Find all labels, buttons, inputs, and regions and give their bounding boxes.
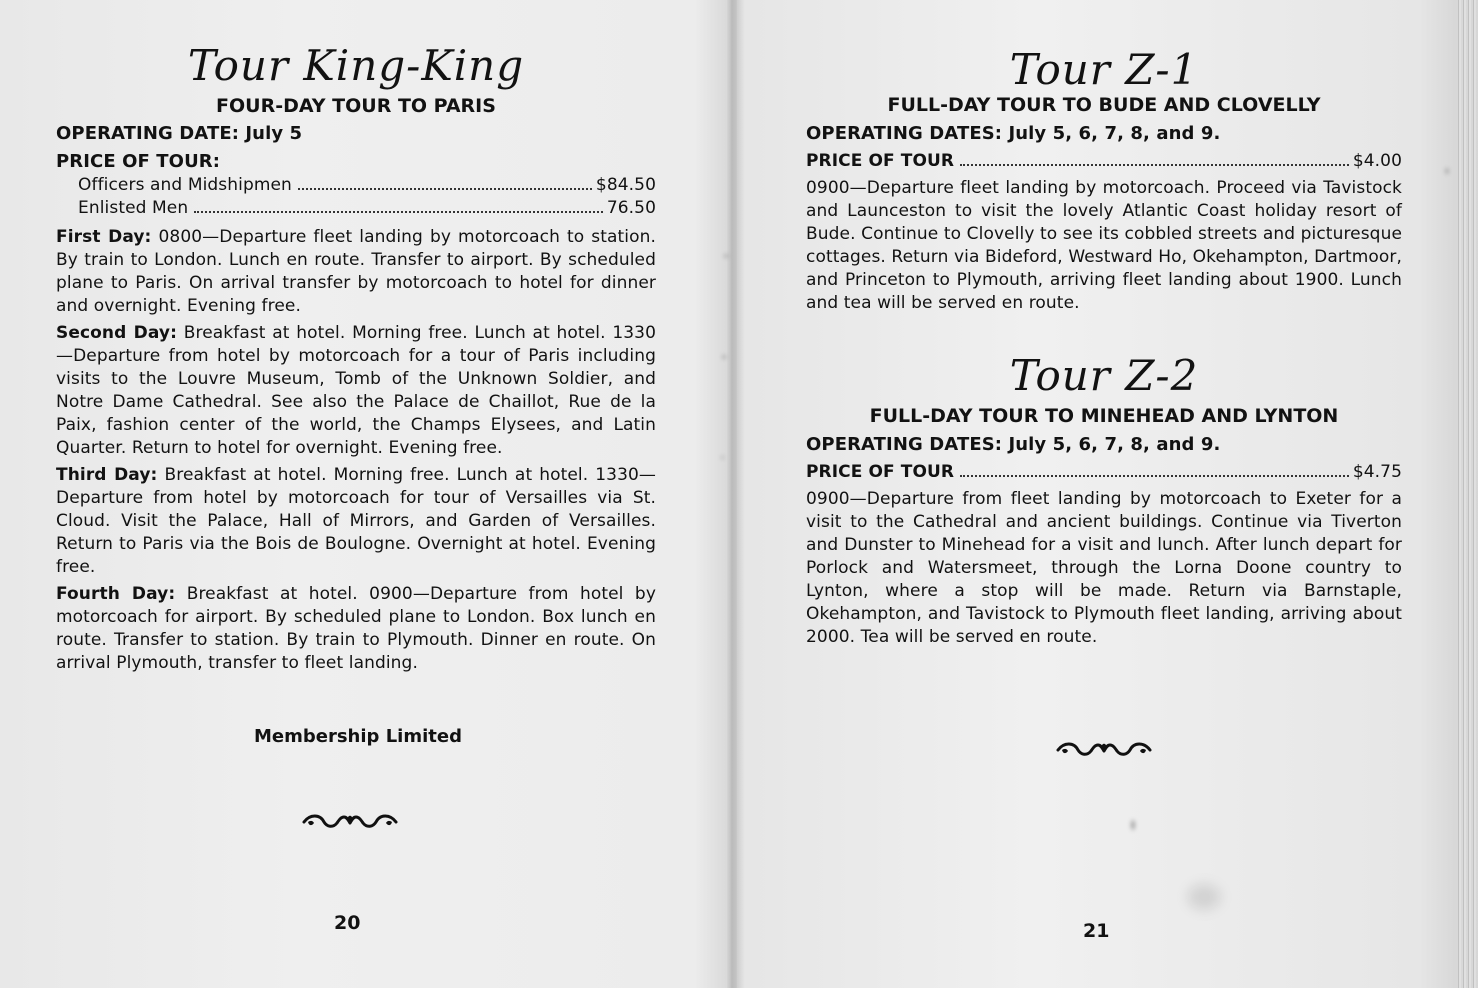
day-text: 0800—Departure fleet landing by motorcoach to station. By train to London. Lunch en route. Transfer to airport. By scheduled plane to Paris. On arrival transfer by motorcoach to hotel for dinner and overnight. Evening free. (56, 227, 656, 316)
tour-z2-body (806, 433, 1402, 653)
tour-z1-body (806, 122, 1402, 319)
price-row-label: Enlisted Men (78, 198, 189, 218)
day-heading: Second Day: (56, 323, 177, 343)
paper-speck (1445, 168, 1449, 174)
page-number: 21 (1083, 920, 1110, 942)
price-row-value: 76.50 (606, 198, 656, 218)
left-page-body (56, 122, 656, 679)
day-paragraph (56, 464, 656, 579)
price-label: PRICE OF TOUR: (56, 151, 221, 172)
dotted-leader (298, 187, 592, 190)
scroll-ornament-icon (1052, 736, 1156, 760)
dotted-leader (960, 474, 1349, 477)
operating-date: OPERATING DATE: July 5 (56, 123, 303, 144)
price-row-label: Officers and Midshipmen (78, 175, 292, 195)
dotted-leader (960, 163, 1349, 166)
price-row-value: $4.75 (1352, 462, 1402, 482)
price-row (806, 150, 1402, 173)
price-row (56, 197, 656, 220)
tour-subtitle: FOUR-DAY TOUR TO PARIS (216, 95, 496, 117)
tour-description: 0900—Departure from fleet landing by motorcoach to Exeter for a visit to the Cathedral and ancient buildings. Continue via Tiverton and Dunster to Minehead for a visit and lunch. After lunch depart for Porlock and Watersmeet, through the Lorna Doone country to Lynton, where a stop will be made. Return via Barnstaple, Okehampton, and Tavistock to Plymouth fleet landing, arriving about 2000. Tea will be served en route. (806, 489, 1402, 647)
paper-speck (722, 355, 726, 359)
scroll-ornament-icon (298, 808, 402, 832)
price-row (806, 461, 1402, 484)
day-heading: First Day: (56, 227, 152, 247)
page-edge-strip (1456, 0, 1478, 988)
day-paragraph (56, 322, 656, 460)
price-row-value: $4.00 (1352, 151, 1402, 171)
tour-description: 0900—Departure fleet landing by motorcoach. Proceed via Tavistock and Launceston to visit the lovely Atlantic Coast holiday resort of Bude. Continue to Clovelly to see its cobbled streets and picturesque cottages. Return via Bideford, Westward Ho, Okehampton, Dartmoor, and Princeton to Plymouth, arriving fleet landing about 1900. Lunch and tea will be served en route. (806, 178, 1402, 313)
tour-title: Tour Z-1 (1009, 45, 1199, 94)
day-paragraph (56, 583, 656, 675)
price-row-label: PRICE OF TOUR (806, 462, 955, 482)
tour-title: Tour King-King (187, 41, 525, 90)
price-row-label: PRICE OF TOUR (806, 151, 955, 171)
operating-dates: OPERATING DATES: July 5, 6, 7, 8, and 9. (806, 123, 1221, 144)
tour-subtitle: FULL-DAY TOUR TO MINEHEAD AND LYNTON (869, 405, 1339, 427)
paper-speck (721, 456, 724, 459)
day-text: Breakfast at hotel. Morning free. Lunch at hotel. 1330—Departure from hotel by motorcoach for a tour of Paris including visits to the Louvre Museum, Tomb of the Unknown Soldier, and Notre Dame Cathedral. See also the Palace de Chaillot, Rue de la Paix, fashion center of the world, the Champs Elysees, and Latin Quarter. Return to hotel for overnight. Evening free. (56, 323, 656, 458)
tour-subtitle: FULL-DAY TOUR TO BUDE AND CLOVELLY (887, 94, 1321, 116)
page-number: 20 (334, 912, 361, 934)
operating-dates: OPERATING DATES: July 5, 6, 7, 8, and 9. (806, 434, 1221, 455)
day-heading: Third Day: (56, 465, 158, 485)
page-gutter (727, 0, 737, 988)
right-page (806, 0, 1402, 988)
price-row (56, 174, 656, 197)
tour-title: Tour Z-2 (1009, 351, 1199, 400)
dotted-leader (194, 210, 603, 213)
membership-note: Membership Limited (254, 726, 462, 747)
day-text: Breakfast at hotel. 0900—Departure from hotel by motorcoach for airport. By scheduled plane to London. Box lunch en route. Transfer to station. By train to Plymouth. Dinner en route. On arrival Plymouth, transfer to fleet landing. (56, 584, 656, 673)
day-text: Breakfast at hotel. Morning free. Lunch at hotel. 1330—Departure from hotel by motorcoach for tour of Versailles via St. Cloud. Visit the Palace, Hall of Mirrors, and Garden of Versailles. Return to Paris via the Bois de Boulogne. Overnight at hotel. Evening free. (56, 465, 657, 577)
day-heading: Fourth Day: (56, 584, 176, 604)
price-row-value: $84.50 (595, 175, 656, 195)
day-paragraph (56, 226, 656, 318)
left-page (56, 0, 656, 988)
